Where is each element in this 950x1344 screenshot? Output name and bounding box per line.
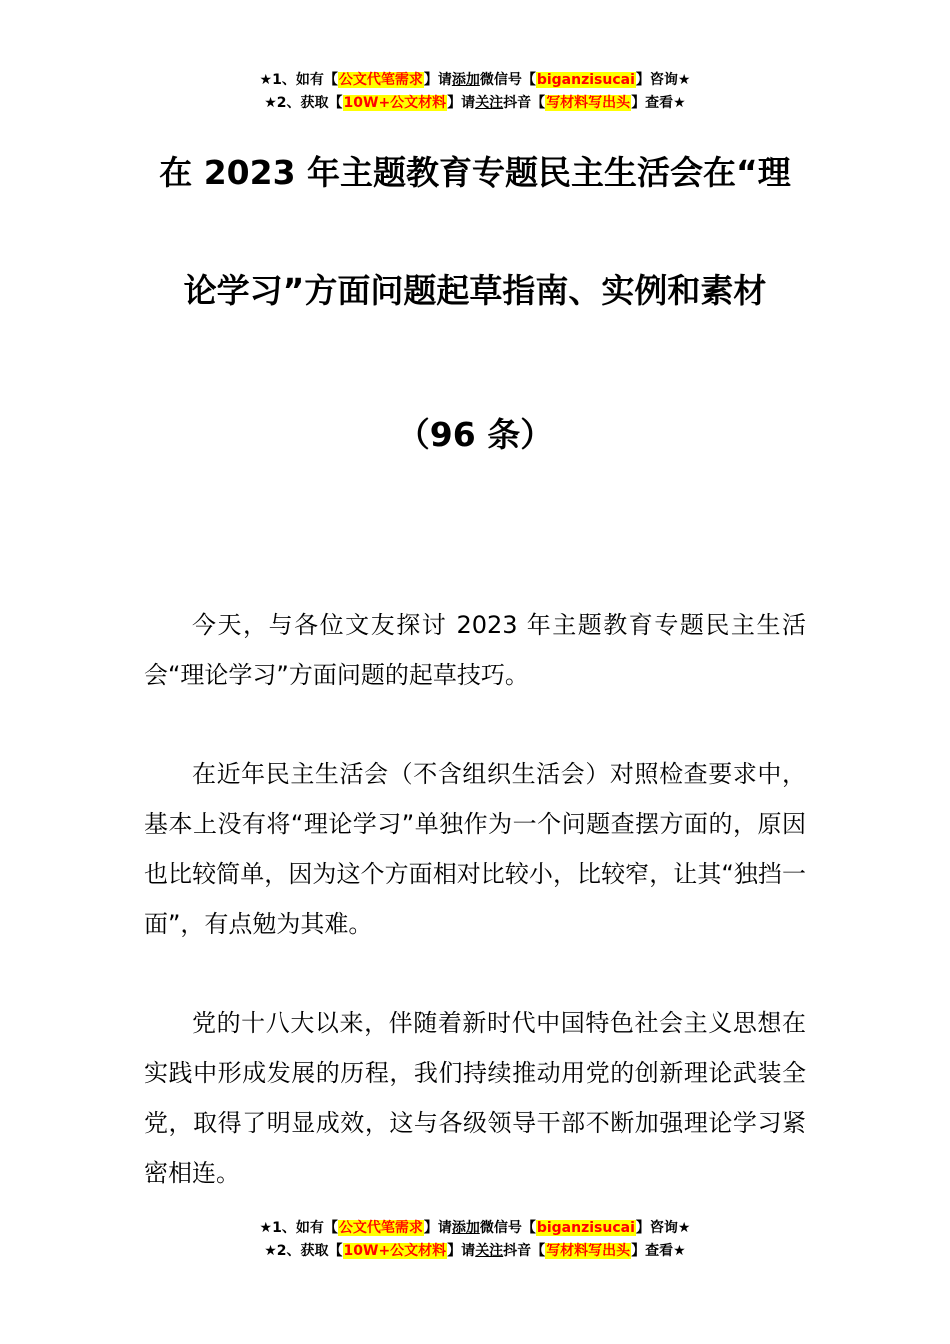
- banner-text: 】请: [447, 95, 476, 111]
- body-paragraph-3: [144, 998, 806, 1198]
- banner-text: 微信号【: [479, 72, 536, 88]
- banner-text: 抖音【: [503, 1243, 546, 1259]
- banner-underline: 关注: [475, 95, 504, 111]
- banner-text: ★2、获取【: [264, 1243, 343, 1259]
- banner-highlight-douyin: 写材料写出头: [546, 95, 631, 111]
- document-title-line-1: 在 2023 年主题教育专题民主生活会在“理: [159, 153, 791, 192]
- banner-underline: 关注: [475, 1243, 504, 1259]
- banner-line-1: [0, 1217, 950, 1240]
- banner-text: 】查看★: [631, 1243, 686, 1259]
- banner-underline: 添加: [451, 1220, 480, 1236]
- banner-line-2: [0, 1240, 950, 1263]
- paragraph-text: 在近年民主生活会（不含组织生活会）对照检查要求中，基本上没有将“理论学习”单独作为一个问题查摆方面的，原因也比较简单，因为这个方面相对比较小，比较窄，让其“独挡一面”，有点勉为其难。: [144, 760, 806, 938]
- banner-highlight-wechat-id: biganzisucai: [536, 1220, 635, 1236]
- banner-text: 】咨询★: [635, 1220, 691, 1236]
- paragraph-text: 党的十八大以来，伴随着新时代中国特色社会主义思想在实践中形成发展的历程，我们持续推动用党的创新理论武装全党，取得了明显成效，这与各级领导干部不断加强理论学习紧密相连。: [144, 1009, 806, 1187]
- body-paragraph-2: [144, 749, 806, 949]
- document-title-line-2: 论学习”方面问题起草指南、实例和素材: [183, 271, 767, 310]
- banner-line-1: [0, 69, 950, 92]
- banner-text: 抖音【: [503, 95, 546, 111]
- banner-line-2: [0, 92, 950, 115]
- banner-highlight-douyin: 写材料写出头: [546, 1243, 631, 1259]
- document-title-line-3: （96 条）: [396, 415, 554, 454]
- banner-text: ★2、获取【: [264, 95, 343, 111]
- banner-text: 】请: [423, 72, 452, 88]
- banner-text: 】请: [423, 1220, 452, 1236]
- paragraph-text: 今天，与各位文友探讨 2023 年主题教育专题民主生活会“理论学习”方面问题的起草技巧。: [144, 611, 806, 689]
- banner-text: 】请: [447, 1243, 476, 1259]
- body-paragraph-1: [144, 600, 806, 700]
- banner-text: 】查看★: [631, 95, 686, 111]
- banner-highlight-wechat-id: biganzisucai: [536, 72, 635, 88]
- banner-text: ★1、如有【: [259, 1220, 338, 1236]
- banner-underline: 添加: [451, 72, 480, 88]
- banner-text: 】咨询★: [635, 72, 691, 88]
- banner-highlight-service: 公文代笔需求: [338, 72, 423, 88]
- banner-text: ★1、如有【: [259, 72, 338, 88]
- header-banner: [0, 69, 950, 115]
- banner-highlight-materials: 10W+公文材料: [343, 1243, 447, 1259]
- footer-banner: [0, 1217, 950, 1263]
- banner-highlight-materials: 10W+公文材料: [343, 95, 447, 111]
- banner-text: 微信号【: [479, 1220, 536, 1236]
- banner-highlight-service: 公文代笔需求: [338, 1220, 423, 1236]
